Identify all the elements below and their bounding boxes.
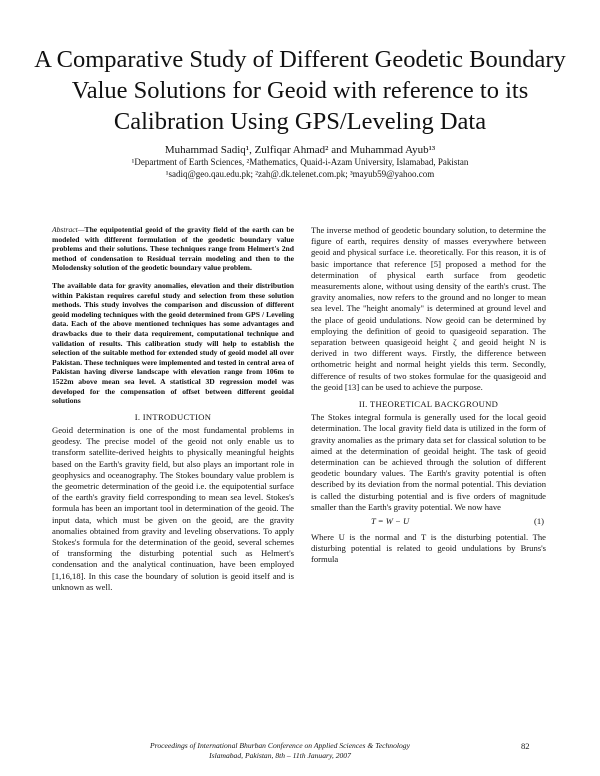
paper-title xyxy=(30,44,570,137)
equation-1 xyxy=(311,516,546,531)
abstract-text-1: The equipotential geoid of the gravity field of the earth can be modeled with different formulation of the geodetic boundary value problems and their solutions. These techniques range from Helmert's 2nd method of condensation to Residual terrain modeling and then to the Molodensky solution of the geodetic boundary value problem. xyxy=(52,225,294,273)
introduction-paragraph: Geoid determination is one of the most fundamental problems in geodesy. The precise model of the geoid not only enable us to transform satellite-derived heights to physically meaningful heights based on the Earth's gravity field, but also plays an important role in geophysics and oceanography. The Stokes boundary value problem is the geometric determination of the geoid i.e. the equipotential surface of the earth's gravity field corresponding to mean sea level. Stokes's formula has been an important tool in determination of the geoid. The input data, which must be given on the geoid, are the gravity anomalies obtained from gravity and leveling observations. To apply Stokes's formula for the determination of the geoid, several schemes of transforming the disturbing potential such as Helmert's condensation and the analytical continuation, have been employed [1,16,18]. In this case the boundary of solution is geoid itself and is unknown as well. xyxy=(52,424,294,592)
abstract-label: Abstract— xyxy=(52,225,85,234)
inverse-method-paragraph: The inverse method of geodetic boundary solution, to determine the figure of earth, requires density of masses everywhere between geoid and physical surface i.e. theoretically. For this reason, it is of basic importance that reference [5] proposed a method for the determination of physical earth surface from geodetic measurements alone, without using density of the earth's crust. The gravity anomalies, now refers to the ground and no longer to mean sea level. The "height anomaly" is determined at ground level and the place of geoid undulations. Now geoid can be determined by employing the definition of geoid to quasigeoid separation. The separation between quasigeoid height ζ and geoid height N is derived in two different ways. Firstly, the difference between orthometric height and normal height yields this term. Secondly, difference of results of two stokes formulae for the quasigeoid and the geoid [13] can be used to achieve the purpose. xyxy=(311,225,546,392)
affiliation: ¹Department of Earth Sciences, ²Mathematics, Quaid-i-Azam University, Islamabad, Pakistan xyxy=(131,157,469,167)
left-column xyxy=(52,225,294,593)
abstract-paragraph-2: The available data for gravity anomalies, elevation and their distribution within Pakistan requires careful study and selection from these solution methods. This study involves the comparison and discussion of different geoid modeling techniques with the geoid determined from GPS / Leveling data. Each of the above mentioned techniques has some advantages and drawbacks due to their data requirement, computational technique and validation of results. This calibration study will help to establish the selection of the suitable method for extended study of geoid model all over Pakistan. These techniques were implemented and tested in central area of Pakistan having diverse landscape with elevation range from 106m to 1522m above mean sea level. A statistical 3D regression model was developed for the compensation of offset between different geoidal solutions xyxy=(52,280,294,406)
title-line-3: Calibration Using GPS/Leveling Data xyxy=(113,108,487,135)
footer-proceedings: Proceedings of International Bhurban Conference on Applied Sciences & Technology xyxy=(150,741,410,750)
page-number: 82 xyxy=(521,741,530,751)
theory-after-equation: Where U is the normal and T is the disturbing potential. The disturbing potential is related to geoid undulations by Bruns's formula xyxy=(311,532,546,565)
abstract-paragraph-1 xyxy=(52,225,294,273)
section-heading-theory: II. THEORETICAL BACKGROUND xyxy=(358,399,499,410)
title-line-2: Value Solutions for Geoid with reference to its xyxy=(71,77,529,104)
footer-location: Islamabad, Pakistan, 8th – 11th January, 2007 xyxy=(209,751,351,760)
author-emails: ¹sadiq@geo.qau.edu.pk; ²zah@.dk.telenet.com.pk; ³mayub59@yahoo.com xyxy=(165,168,435,179)
title-line-1: A Comparative Study of Different Geodetic Boundary xyxy=(34,46,566,73)
section-heading-introduction: I. INTRODUCTION xyxy=(134,411,212,422)
equation-number: (1) xyxy=(533,516,544,527)
author-list: Muhammad Sadiq¹, Zulfiqar Ahmad² and Muhammad Ayub¹³ xyxy=(164,144,436,156)
page-footer xyxy=(60,741,500,761)
right-column xyxy=(311,225,546,566)
theory-paragraph: The Stokes integral formula is generally used for the local geoid determination. The local gravity field data is utilized in the form of gravity anomalies as the primary data set for classical solution to be aimed at the determination of geoidal height. The task of geoid determination can be achieved through the solution of different geodetic boundary values. The Earth's gravity potential is often described by its deviation from the normal potential. This deviation is called the disturbing potential and is five orders of magnitude smaller than the Earth's gravity potential. We now have xyxy=(311,412,546,512)
equation-expression: T = W − U xyxy=(371,516,410,527)
affiliation-block xyxy=(20,157,580,180)
